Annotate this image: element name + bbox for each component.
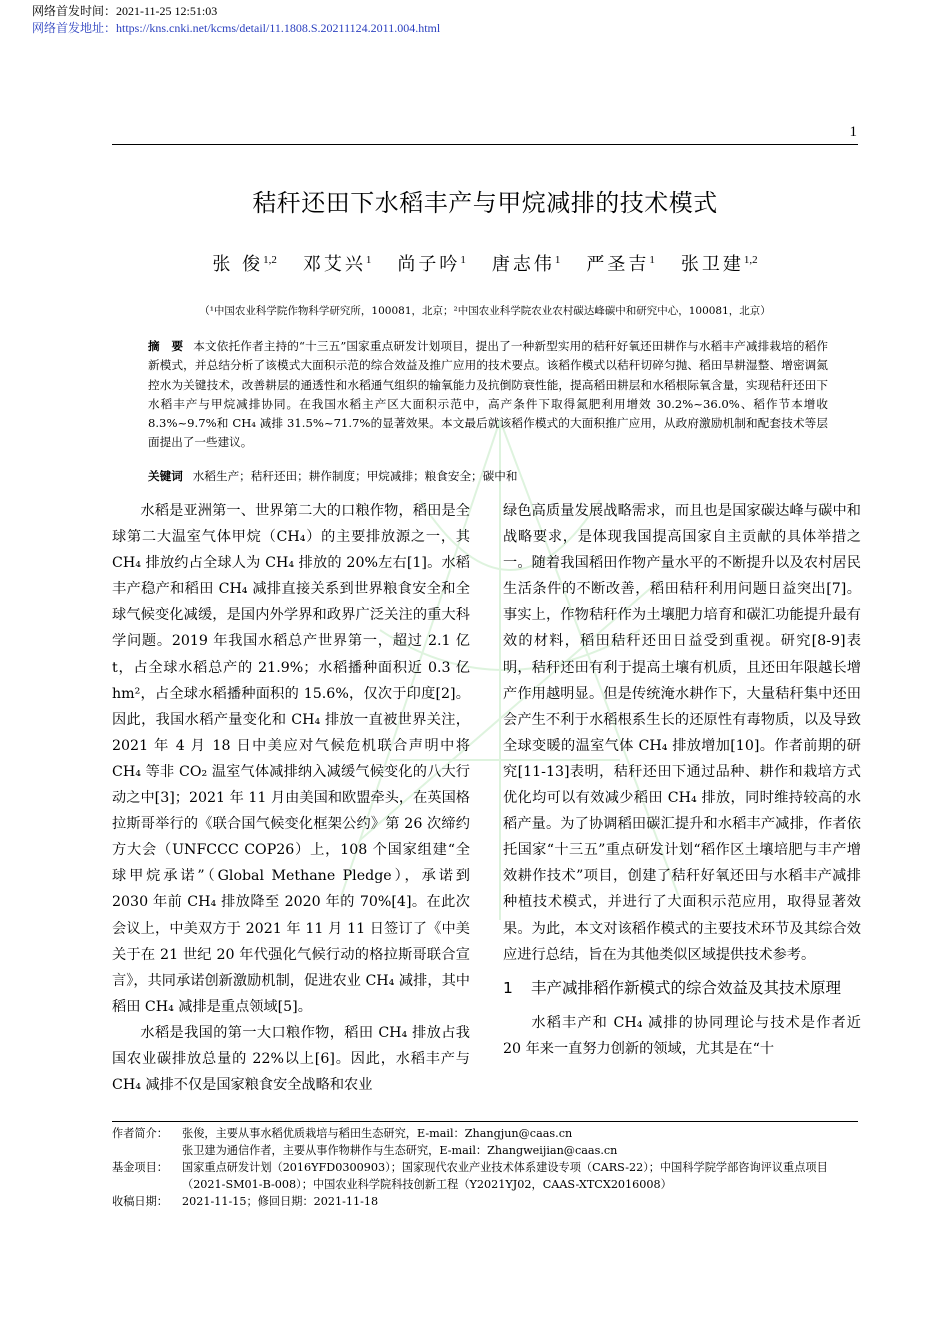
keywords	[148, 468, 828, 484]
page-number: 1	[849, 124, 857, 140]
right-column	[503, 498, 861, 1062]
bio-label: 作者简介：	[112, 1127, 168, 1140]
section-number: 1	[503, 978, 513, 997]
body-paragraph: 水稻是我国的第一大口粮作物，稻田 CH₄ 排放占我国农业碳排放总量的 22%以上[6]。因此，水稻丰产与 CH₄ 减排不仅是国家粮食安全战略和农业	[112, 1024, 470, 1094]
author-name: 邓艾兴$^1$	[302, 254, 372, 275]
author-affiliation-mark: 1	[554, 254, 561, 266]
author-name: 张 俊$^{1,2}$	[212, 254, 277, 275]
body-paragraph: 绿色高质量发展战略需求，而且也是国家碳达峰与碳中和战略要求，是体现我国提高国家自主贡献的具体举措之一。随着我国稻田作物产量水平的不断提升以及农村居民生活条件的不断改善，稻田秸秆利用问题日益突出[7]。事实上，作物秸秆作为土壤肥力培育和碳汇功能提升最有效的材料，稻田秸秆还田日益受到重视。研究[8-9]表明，秸秆还田有利于提高土壤有机质，且还田年限越长增产作用越明显。但是传统淹水耕作下，大量秸秆集中还田会产生不利于水稻根系生长的还原性有毒物质，以及导致全球变暖的温室气体 CH₄ 排放增加[10]。作者前期的研究[11-13]表明，秸秆还田下通过品种、耕作和栽培方式优化均可以有效减少稻田 CH₄ 排放，同时维持较高的水稻产量。为了协调稻田碳汇提升和水稻丰产减排，作者依托国家“十三五”重点研发计划“稻作区土壤培肥与丰产增效耕作技术”项目，创建了秸秆好氧还田与水稻丰产减排种植技术模式，并进行了大面积示范应用，取得显著效果。为此，本文对该稻作模式的主要技术环节及其综合效应进行总结，旨在为其他类似区域提供技术参考。	[503, 503, 861, 963]
author-affiliation-mark: 1,2	[263, 254, 277, 266]
author-name: 严圣吉$^1$	[586, 254, 655, 275]
author-name: 唐志伟$^1$	[491, 254, 561, 275]
paper-title: 秸秆还田下水稻丰产与甲烷减排的技术模式	[252, 189, 718, 217]
author-affiliation-mark: 1,2	[743, 254, 758, 266]
section-title: 丰产减排稻作新模式的综合效益及其技术原理	[531, 978, 842, 997]
pub-time: 网络首发时间：2021-11-25 12:51:03	[32, 4, 218, 18]
author-affiliation-mark: 1	[649, 254, 655, 266]
affiliations: （¹中国农业科学院作物科学研究所，100081，北京；²中国农业科学院农业农村碳达峰碳中和研究中心，100081，北京）	[199, 305, 771, 317]
footnotes	[112, 1125, 858, 1210]
keywords-text: 水稻生产；秸秆还田；耕作制度；甲烷减排；粮食安全；碳中和	[192, 469, 518, 483]
fund-label: 基金项目：	[112, 1161, 168, 1174]
pub-url-link[interactable]: 网络首发地址：https://kns.cnki.net/kcms/detail/11.1808.S.20211124.2011.004.html	[32, 21, 441, 35]
fund-text: 国家重点研发计划（2016YFD0300903）；国家现代农业产业技术体系建设专项（CARS-22）；中国科学院学部咨询评议重点项目（2021-SM01-B-008）；中国农业科学院科技创新工程（Y2021YJ02，CAAS-XTCX2016008）	[182, 1161, 828, 1191]
bio-line-2: 张卫建为通信作者，主要从事作物耕作与生态研究，E-mail：Zhangweijian@caas.cn	[182, 1144, 618, 1157]
author-affiliation-mark: 1	[460, 254, 466, 266]
left-column	[112, 498, 470, 1098]
publication-info	[32, 3, 440, 37]
header-rule	[112, 144, 858, 145]
keywords-label: 关键词	[148, 469, 183, 483]
author-list	[112, 250, 858, 276]
date-text: 2021-11-15；修回日期：2021-11-18	[182, 1195, 379, 1208]
author-name: 尚子吟$^1$	[397, 254, 466, 275]
author-affiliation-mark: 1	[365, 254, 372, 266]
bio-line-1: 张俊，主要从事水稻优质栽培与稻田生态研究，E-mail：Zhangjun@caas.cn	[182, 1127, 573, 1140]
body-paragraph: 水稻是亚洲第一、世界第二大的口粮作物，稻田是全球第二大温室气体甲烷（CH₄）的主要排放源之一，其 CH₄ 排放约占全球人为 CH₄ 排放的 20%左右[1]。水稻丰产稳产和稻田 CH₄ 减排直接关系到世界粮食安全和全球气候变化减缓，是国内外学界和政界广泛关注的重大科学问题。2019 年我国水稻总产世界第一，超过 2.1 亿 t，占全球水稻总产的 21.9%；水稻播种面积近 0.3 亿 hm²，占全球水稻播种面积的 15.6%，仅次于印度[2]。因此，我国水稻产量变化和 CH₄ 排放一直被世界关注，2021 年 4 月 18 日中美应对气候危机联合声明中将 CH₄ 等非 CO₂ 温室气体减排纳入减缓气候变化的八大行动之中[3]；2021 年 11 月由美国和欧盟牵头，在英国格拉斯哥举行的《联合国气候变化框架公约》第 26 次缔约方大会（UNFCCC COP26）上，108 个国家组建“全球甲烷承诺”（Global Methane Pledge），承诺到 2030 年前 CH₄ 排放降至 2020 年的 70%[4]。在此次会议上，中美双方于 2021 年 11 月 11 日签订了《中美关于在 21 世纪 20 年代强化气候行动的格拉斯哥联合宣言》，共同承诺创新激励机制，促进农业 CH₄ 减排，其中稻田 CH₄ 减排是重点领域[5]。	[112, 503, 470, 1015]
body-paragraph: 水稻丰产和 CH₄ 减排的协同理论与技术是作者近 20 年来一直努力创新的领域，尤其是在“十	[503, 1014, 861, 1057]
footnote-rule	[112, 1121, 858, 1122]
abstract-text: 本文依托作者主持的“十三五”国家重点研发计划项目，提出了一种新型实用的秸秆好氧还田耕作与水稻丰产减排栽培的稻作新模式，并总结分析了该模式大面积示范的综合效益及推广应用的技术要点。该稻作模式以秸秆切碎匀抛、稻田旱耕湿整、增密调氮控水为关键技术，改善耕层的通透性和水稻通气组织的输氧能力及抗倒防衰性能，提高稻田耕层和水稻根际氧含量，实现秸秆还田下水稻丰产与甲烷减排协同。在我国水稻主产区大面积示范中，高产条件下取得氮肥利用增效 30.2%~36.0%、稻作节本增收 8.3%~9.7%和 CH₄ 减排 31.5%~71.7%的显著效果。本文最后就该稻作模式的大面积推广应用，从政府激励机制和配套技术等层面提出了一些建议。	[148, 339, 828, 450]
section-heading	[503, 976, 861, 1000]
abstract-label: 摘 要	[148, 339, 184, 353]
abstract	[148, 337, 828, 453]
author-name: 张卫建$^{1,2}$	[680, 254, 758, 275]
date-label: 收稿日期：	[112, 1195, 168, 1208]
